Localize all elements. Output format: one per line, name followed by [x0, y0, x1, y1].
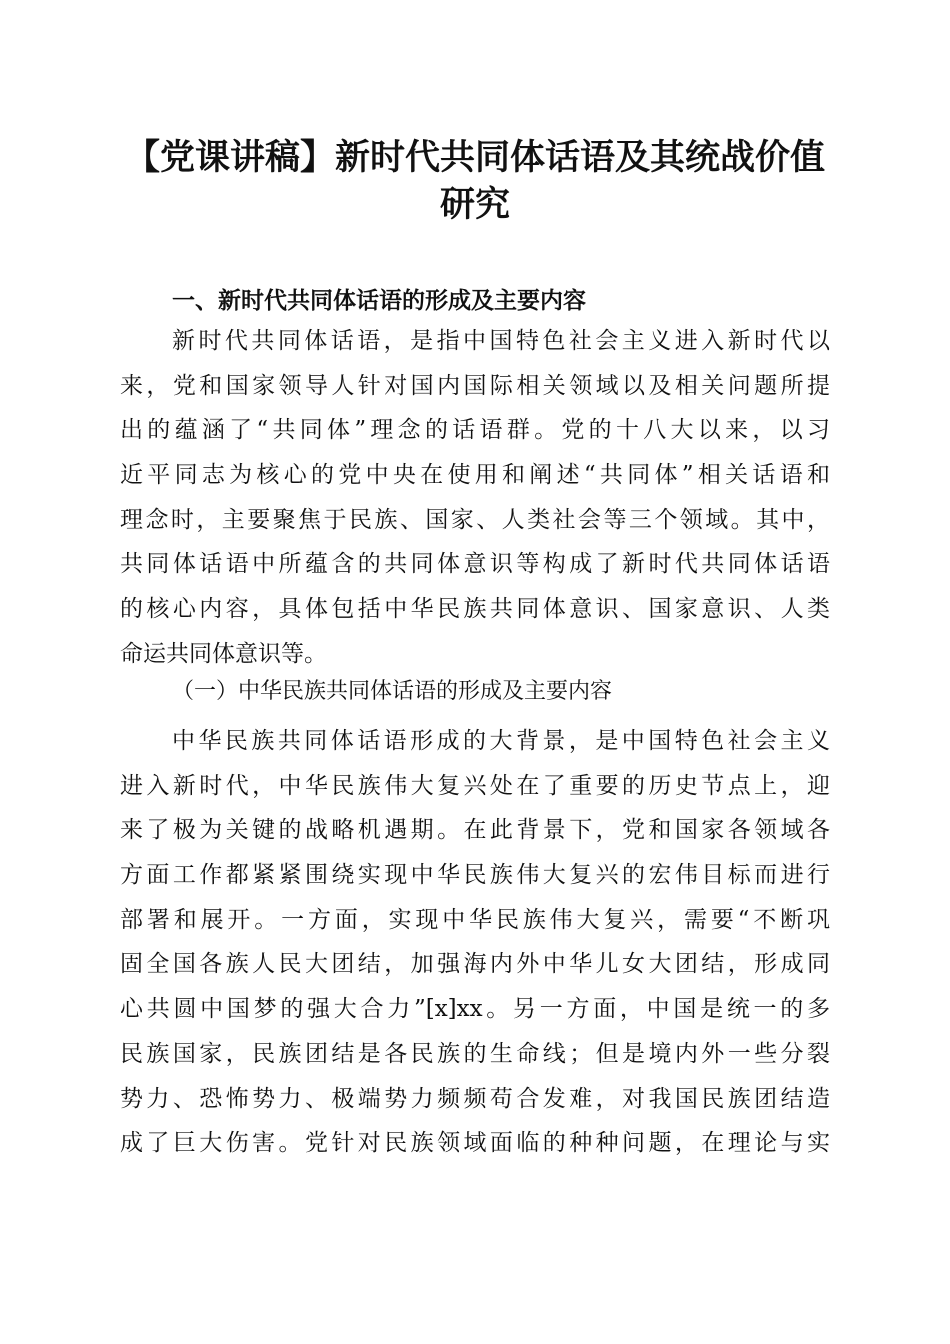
paragraph-2	[120, 719, 830, 1166]
paragraph-line: 理念时，主要聚焦于民族、国家、人类社会等三个领域。其中，	[120, 506, 830, 533]
section-heading: 一、新时代共同体话语的形成及主要内容	[172, 288, 586, 314]
paragraph-line: 进入新时代，中华民族伟大复兴处在了重要的历史节点上，迎	[120, 772, 830, 799]
paragraph-line: 心共圆中国梦的强大合力”[x]xx。另一方面，中国是统一的多	[120, 996, 830, 1023]
subsection-heading: （一）中华民族共同体话语的形成及主要内容	[172, 679, 613, 704]
title-line-1: 【党课讲稿】新时代共同体话语及其统战价值	[124, 138, 825, 178]
paragraph-line: 的核心内容，具体包括中华民族共同体意识、国家意识、人类	[120, 596, 830, 623]
paragraph-line: 命运共同体意识等。	[120, 640, 327, 667]
paragraph-line: 共同体话语中所蕴含的共同体意识等构成了新时代共同体话语	[120, 551, 830, 578]
paragraph-line: 出的蕴涵了“共同体”理念的话语群。党的十八大以来，以习	[120, 417, 830, 444]
paragraph-line: 民族国家，民族团结是各民族的生命线；但是境内外一些分裂	[120, 1040, 830, 1067]
paragraph-line: 来，党和国家领导人针对国内国际相关领域以及相关问题所提	[120, 372, 830, 399]
paragraph-line: 中华民族共同体话语形成的大背景，是中国特色社会主义	[172, 728, 830, 754]
paragraph-line: 方面工作都紧紧围绕实现中华民族伟大复兴的宏伟目标而进行	[120, 862, 830, 889]
paragraph-line: 新时代共同体话语，是指中国特色社会主义进入新时代以	[172, 328, 830, 354]
title-line-2: 研究	[439, 185, 510, 225]
paragraph-line: 近平同志为核心的党中央在使用和阐述“共同体”相关话语和	[120, 462, 830, 489]
paragraph-line: 来了极为关键的战略机遇期。在此背景下，党和国家各领域各	[120, 817, 830, 844]
paragraph-line: 成了巨大伤害。党针对民族领域面临的种种问题，在理论与实	[120, 1130, 830, 1157]
paragraph-line: 势力、恐怖势力、极端势力频频苟合发难，对我国民族团结造	[120, 1085, 830, 1112]
paragraph-1	[120, 319, 830, 677]
paragraph-line: 部署和展开。一方面，实现中华民族伟大复兴，需要“不断巩	[120, 906, 830, 933]
paragraph-line: 固全国各族人民大团结，加强海内外中华儿女大团结，形成同	[120, 951, 830, 978]
document-title	[0, 135, 950, 229]
